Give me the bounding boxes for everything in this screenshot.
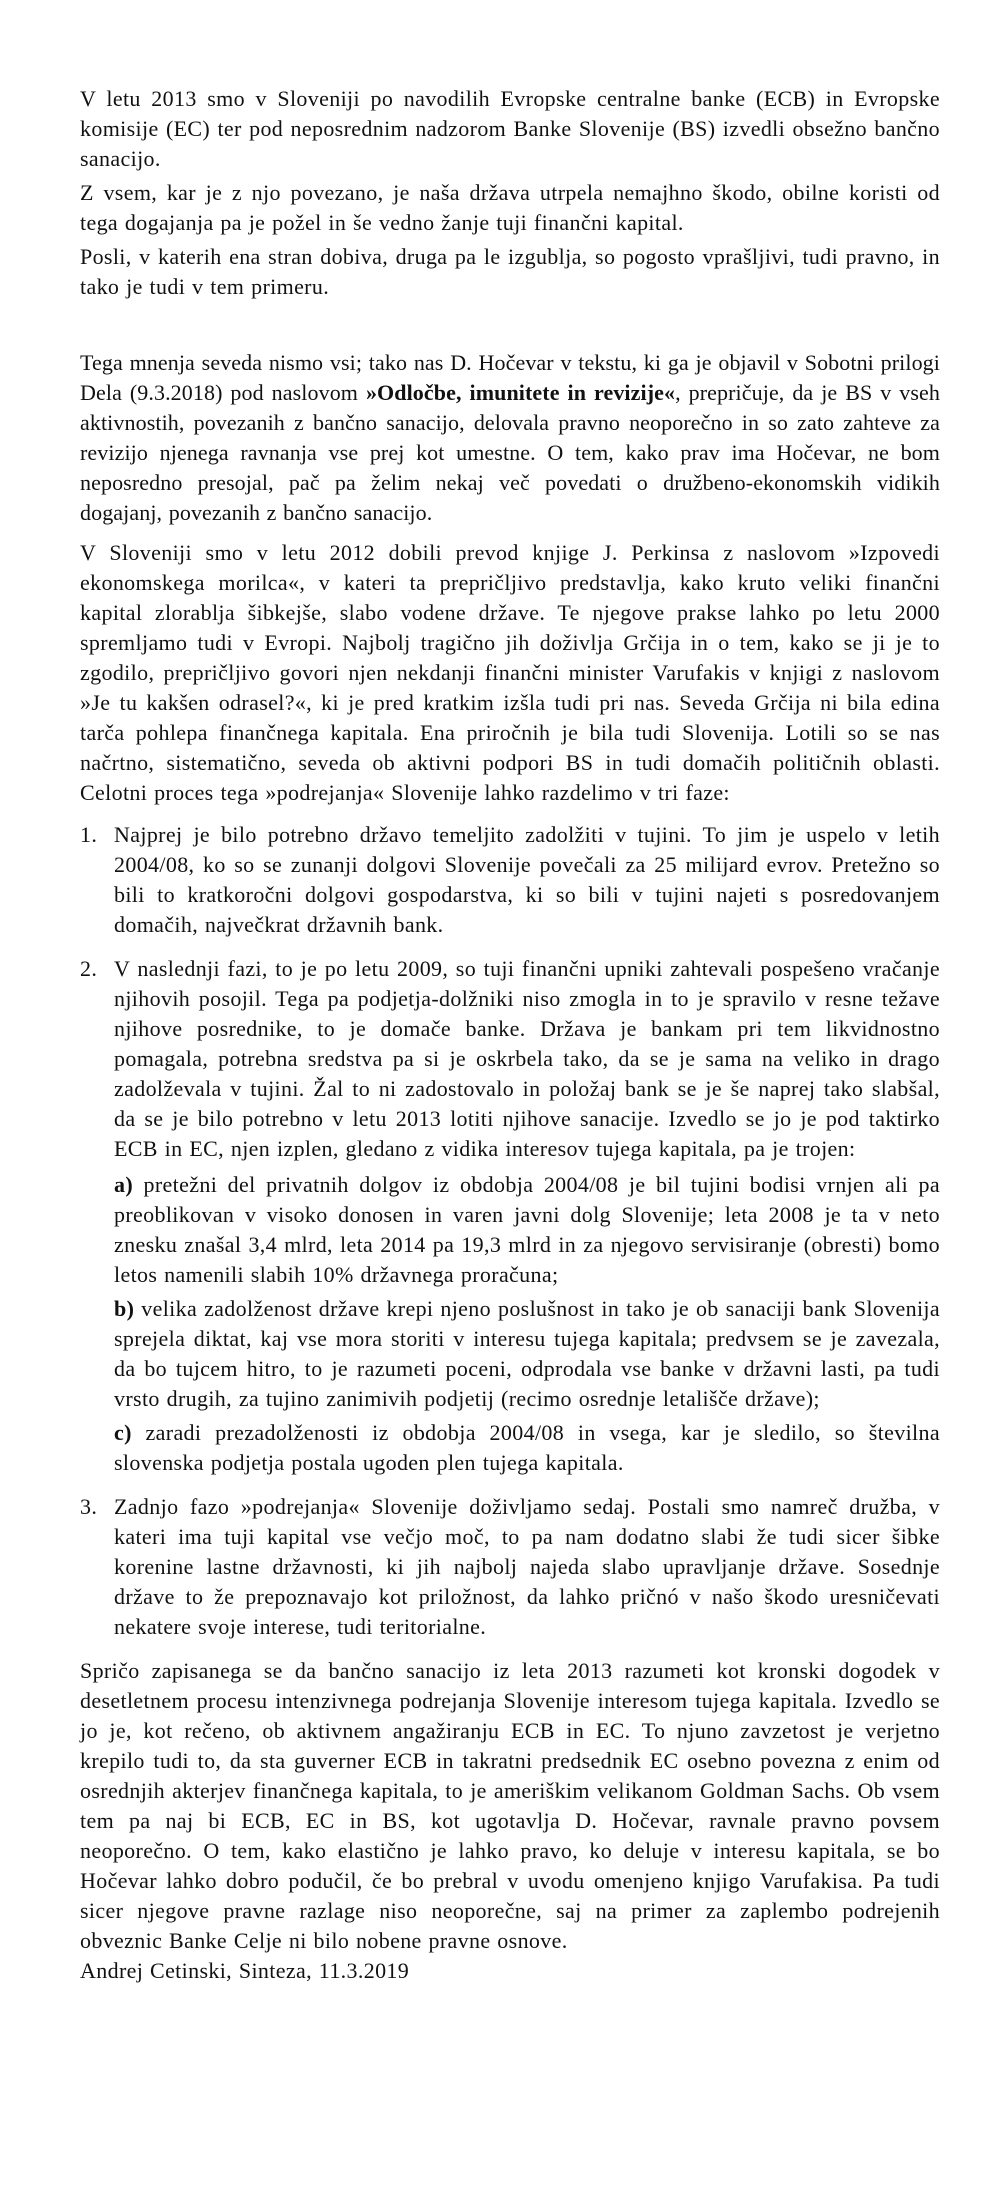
- intro-section: [80, 84, 940, 302]
- subitem-label: c): [114, 1420, 132, 1445]
- paragraph-spacer: [80, 528, 940, 538]
- subitem-a: [114, 1170, 940, 1290]
- hocevar-paragraph: [80, 348, 940, 528]
- phases-list: [80, 820, 940, 1642]
- phase-text: V naslednji fazi, to je po letu 2009, so tuji finančni upniki zahtevali pospešeno vračanje njihovih posojil. Tega pa podjetja-dolžniki niso zmogla in to je spravilo v resne težave njihove posrednike, to je domače banke. Država je bankam pri tem likvidnostno pomagala, potrebna sredstva pa si je oskrbela tako, da se je sama na veliko in drago zadolževala v tujini. Žal to ni zadostovalo in položaj bank se je še naprej tako slabšal, da se je bilo potrebno v letu 2013 lotiti njihove sanacije. Izvedlo se jo je pod taktirko ECB in EC, njen izplen, gledano z vidika interesov tujega kapitala, pa je trojen:: [114, 956, 940, 1161]
- perkins-paragraph: V Sloveniji smo v letu 2012 dobili prevod knjige J. Perkinsa z naslovom »Izpovedi ekonomskega morilca«, v kateri ta prepričljivo predstavlja, kako kruto veliki finančni kapital zlorablja šibkejše, slabo vodene države. Te njegove prakse lahko po letu 2000 spremljamo tudi v Evropi. Najbolj tragično jih doživlja Grčija in o tem, kako se ji je to zgodilo, prepričljivo govori njen nekdanji finančni minister Varufakis v knjigi z naslovom »Je tu kakšen odrasel?«, ki je pred kratkim izšla tudi pri nas. Seveda Grčija ni bila edina tarča pohlepa finančnega kapitala. Ena priročnih je bila tudi Slovenija. Lotili so se nas načrtno, sistematično, seveda ob aktivni podpori BS in tudi domačih političnih oblasti. Celotni proces tega »podrejanja« Slovenije lahko razdelimo v tri faze:: [80, 540, 940, 805]
- subitem-text: zaradi prezadolženosti iz obdobja 2004/08 in vsega, kar je sledilo, so številna slovenska podjetja postala ugoden plen tujega kapitala.: [114, 1420, 940, 1475]
- intro-paragraph-3: Posli, v katerih ena stran dobiva, druga pa le izgublja, so pogosto vprašljivi, tudi pravno, in tako je tudi v tem primeru.: [80, 244, 940, 299]
- article-body: [80, 84, 940, 1986]
- phase-2-subitems: [114, 1170, 940, 1478]
- conclusion-paragraph: Spričo zapisanega se da bančno sanacijo iz leta 2013 razumeti kot kronski dogodek v desetletnem procesu intenzivnega podrejanja Slovenije interesom tujega kapitala. Izvedlo se jo je, kot rečeno, ob aktivnem angažiranju ECB in EC. To njuno zavzetost je verjetno krepilo tudi to, da sta guverner ECB in takratni predsednik EC osebno povezna z enim od osrednjih akterjev finančnega kapitala, to je ameriškim velikanom Goldman Sachs. Ob vsem tem pa naj bi ECB, EC in BS, kot ugotavlja D. Hočevar, ravnale pravno povsem neoporečno. O tem, kako elastično je lahko pravo, ko deluje v interesu kapitala, se bo Hočevar lahko dobro podučil, če bo prebral v uvodu omenjeno knjigo Varufakisa. Pa tudi sicer njegove pravne razlage niso neoporečne, saj na primer za zaplembo podrejenih obveznic Banke Celje ni bilo nobene pravne osnove.: [80, 1658, 940, 1953]
- phase-number: 1.: [80, 822, 98, 847]
- phase-item-1: [80, 820, 940, 940]
- intro-paragraph-2: Z vsem, kar je z njo povezano, je naša država utrpela nemajhno škodo, obilne koristi od tega dogajanja pa je požel in še vedno žanje tuji finančni kapital.: [80, 180, 940, 235]
- phase-item-3: [80, 1492, 940, 1642]
- author-signature: Andrej Cetinski, Sinteza, 11.3.2019: [80, 1958, 410, 1983]
- article-title-reference: »Odločbe, imunitete in revizije«: [365, 380, 676, 405]
- section-spacer: [80, 306, 940, 348]
- phase-number: 3.: [80, 1494, 98, 1519]
- phase-text: Zadnjo fazo »podrejanja« Slovenije doživljamo sedaj. Postali smo namreč družba, v kateri ima tuji kapital vse večjo moč, to pa nam dodatno slabi že tudi sicer šibke korenine lastne državnosti, ki jih najbolj najeda slabo upravljanje države. Sosednje države to že prepoznavajo kot priložnost, da lahko pričnó v našo škodo uresničevati nekatere svoje interese, tudi teritorialne.: [114, 1494, 940, 1639]
- intro-paragraph-1: V letu 2013 smo v Sloveniji po navodilih Evropske centralne banke (ECB) in Evropske komisije (EC) ter pod neposrednim nadzorom Banke Slovenije (BS) izvedli obsežno bančno sanacijo.: [80, 86, 940, 171]
- subitem-c: [114, 1418, 940, 1478]
- phase-text: Najprej je bilo potrebno državo temeljito zadolžiti v tujini. To jim je uspelo v letih 2004/08, ko so se zunanji dolgovi Slovenije povečali za 25 milijard evrov. Pretežno so bili to kratkoročni dolgovi gospodarstva, ki so bili v tujini najeti s posredovanjem domačih, največkrat državnih bank.: [114, 822, 940, 937]
- subitem-text: velika zadolženost države krepi njeno poslušnost in tako je ob sanaciji bank Slovenija sprejela diktat, kaj vse mora storiti v interesu tujega kapitala; predvsem se je zavezala, da bo tujcem hitro, to je razumeti poceni, odprodala vse banke v državni lasti, pa tudi vrsto drugih, za tujino zanimivih podjetij (recimo osrednje letališče države);: [114, 1296, 940, 1411]
- hocevar-text-before: Tega mnenja seveda nismo vsi; tako nas D. Hočevar v tekstu, ki ga je objavil v Sobotni prilogi Dela (9.3.2018) pod naslovom: [80, 350, 940, 405]
- subitem-b: [114, 1294, 940, 1414]
- subitem-label: b): [114, 1296, 135, 1321]
- subitem-label: a): [114, 1172, 134, 1197]
- phase-item-2: [80, 954, 940, 1478]
- hocevar-text-after: , prepričuje, da je BS v vseh aktivnostih, povezanih z bančno sanacijo, delovala pravno neoporečno in so zato zahteve za revizijo njenega ravnanja vse prej kot umestne. O tem, kako prav ima Hočevar, ne bom neposredno presojal, pač pa želim nekaj več povedati o družbeno-ekonomskih vidikih dogajanj, povezanih z bančno sanacijo.: [80, 380, 941, 525]
- phase-number: 2.: [80, 956, 98, 981]
- subitem-text: pretežni del privatnih dolgov iz obdobja 2004/08 je bil tujini bodisi vrnjen ali pa preoblikovan v visoko donosen in varen javni dolg Slovenije; leta 2008 je ta v neto znesku znašal 3,4 mlrd, leta 2014 pa 19,3 mlrd in za njegovo servisiranje (obresti) bomo letos namenili slabih 10% državnega proračuna;: [114, 1172, 940, 1287]
